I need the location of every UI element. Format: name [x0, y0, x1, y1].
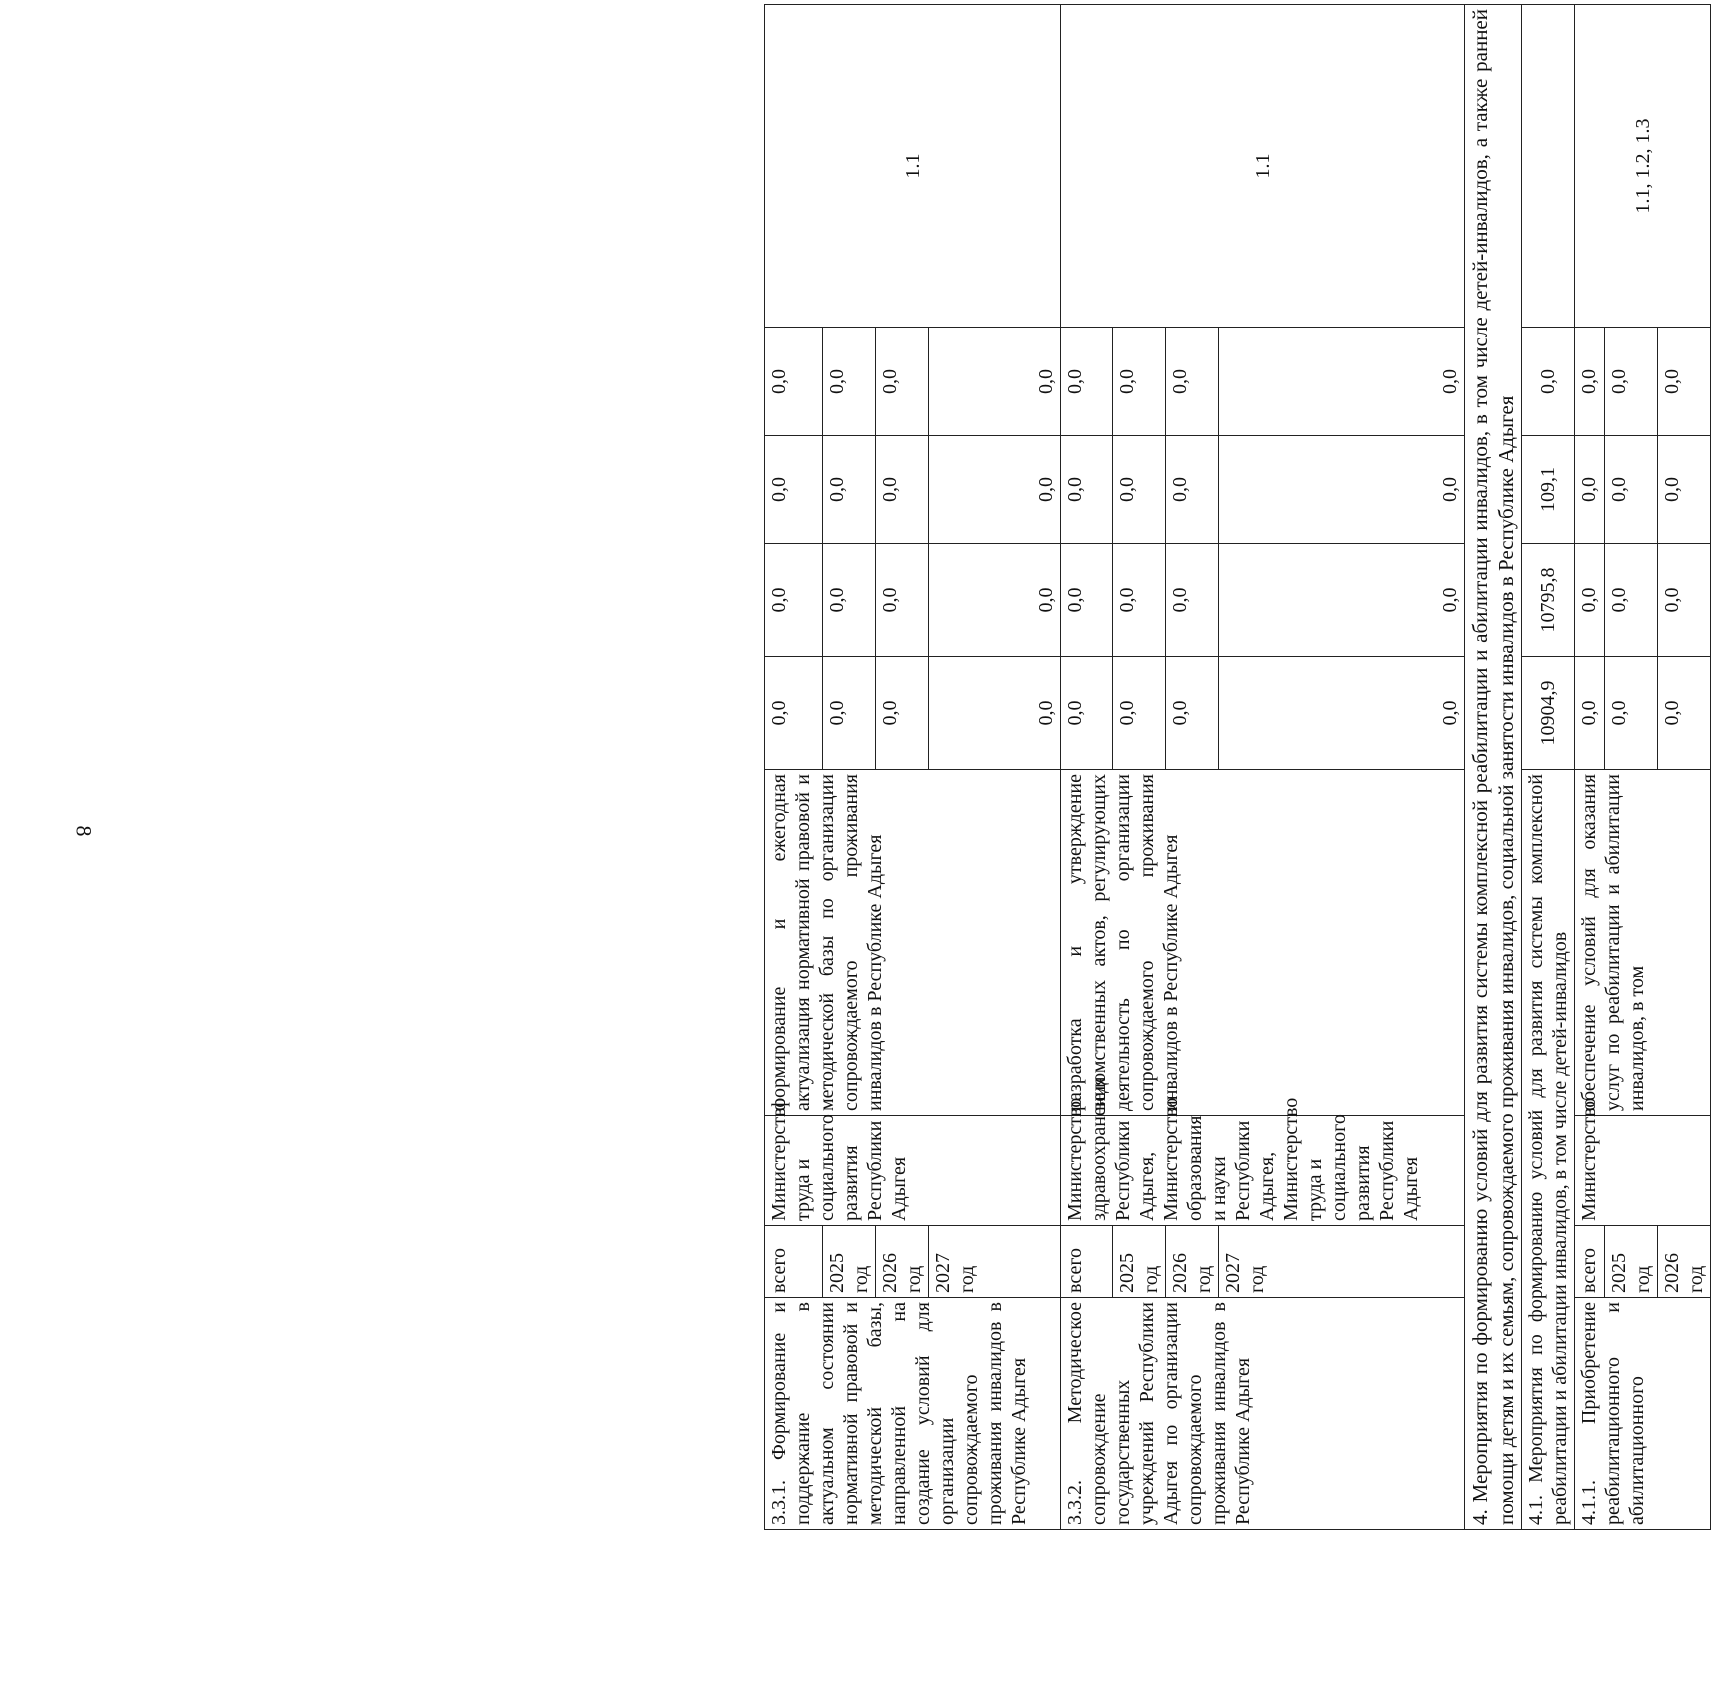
value-cell: 0,0 — [1522, 328, 1575, 436]
value-cell: 0,0 — [929, 328, 1061, 436]
value-cell: 0,0 — [765, 328, 823, 436]
period-cell: 2025 год — [823, 1226, 876, 1298]
value-cell: 0,0 — [929, 544, 1061, 657]
value-cell: 0,0 — [1575, 436, 1605, 544]
executor-cell: Министерство — [1575, 1116, 1711, 1226]
value-cell: 0,0 — [929, 657, 1061, 770]
value-cell: 0,0 — [1061, 544, 1113, 657]
value-cell: 0,0 — [1113, 328, 1166, 436]
target-indicator: 1.1, 1.2, 1.3 — [1575, 5, 1711, 328]
value-cell: 0,0 — [1575, 657, 1605, 770]
value-cell: 0,0 — [1219, 328, 1465, 436]
activities-table — [764, 4, 1711, 1530]
page-number: 8 — [71, 825, 97, 837]
value-cell: 0,0 — [1658, 436, 1711, 544]
value-cell: 0,0 — [1605, 544, 1658, 657]
value-cell: 0,0 — [1166, 544, 1219, 657]
table-row — [1522, 5, 1575, 1530]
period-cell: всего — [1061, 1226, 1113, 1298]
result-cell: формирование и ежегодная актуализация нормативной правовой и методической базы по организации сопровождаемого проживания инвалидов в Республике Адыгея — [765, 770, 1061, 1116]
target-indicator: 1.1 — [1061, 5, 1465, 328]
value-cell: 0,0 — [765, 436, 823, 544]
period-cell: 2026 год — [1658, 1226, 1711, 1298]
value-cell: 0,0 — [1166, 657, 1219, 770]
value-cell: 0,0 — [1113, 657, 1166, 770]
value-cell: 0,0 — [1658, 657, 1711, 770]
target-indicator: 1.1 — [765, 5, 1061, 328]
activity-name: 3.3.1. Формирование и поддержание в актуальном состоянии нормативной правовой и методической базы, направленной на создание условий для организации сопровождаемого проживания инвалидов в Республике Адыгея — [765, 1298, 1061, 1530]
value-cell: 0,0 — [823, 328, 876, 436]
value-cell: 0,0 — [823, 657, 876, 770]
value-cell: 0,0 — [1605, 657, 1658, 770]
value-cell: 0,0 — [1575, 328, 1605, 436]
value-cell: 0,0 — [1605, 328, 1658, 436]
table-row — [1061, 5, 1113, 1530]
value-cell: 0,0 — [1166, 436, 1219, 544]
section-4-title: 4. Мероприятия по формированию условий для развития системы комплексной реабилитации и абилитации инвалидов, в том числе детей-инвалидов, а также ранней помощи детям и их семьям, сопровождаемого проживания инвалидов, социальной занятости инвалидов в Республике Адыгея — [1465, 5, 1522, 1530]
value-cell: 0,0 — [1219, 544, 1465, 657]
period-cell: 2026 год — [876, 1226, 929, 1298]
value-cell: 0,0 — [823, 544, 876, 657]
section-header-row — [1465, 5, 1522, 1530]
executor-cell: Министерство здравоохранения Республики Адыгея, Министерство образования и науки Республики Адыгея, Министерство труда и социального развития Республики Адыгея — [1061, 1116, 1465, 1226]
value-cell: 0,0 — [1575, 544, 1605, 657]
value-cell: 109,1 — [1522, 436, 1575, 544]
target-indicator — [1522, 5, 1575, 328]
value-cell: 0,0 — [876, 544, 929, 657]
value-cell: 0,0 — [876, 657, 929, 770]
value-cell: 0,0 — [1061, 657, 1113, 770]
value-cell: 0,0 — [1061, 328, 1113, 436]
activity-name: 4.1.1. Приобретение реабилитационного и абилитационного — [1575, 1298, 1711, 1530]
table-row — [1575, 5, 1605, 1530]
period-cell: 2025 год — [1113, 1226, 1166, 1298]
value-cell: 0,0 — [876, 436, 929, 544]
value-cell: 0,0 — [1219, 436, 1465, 544]
period-cell: 2027 год — [929, 1226, 1061, 1298]
result-cell: разработка и утверждение ведомственных актов, регулирующих деятельность по организации сопровождаемого проживания инвалидов в Республике Адыгея — [1061, 770, 1465, 1116]
value-cell: 0,0 — [1113, 544, 1166, 657]
value-cell: 10904,9 — [1522, 657, 1575, 770]
value-cell: 0,0 — [1658, 328, 1711, 436]
value-cell: 0,0 — [823, 436, 876, 544]
executor-cell: Министерство труда и социального развития Республики Адыгея — [765, 1116, 1061, 1226]
result-cell: обеспечение условий для оказания услуг по реабилитации и абилитации инвалидов, в том — [1575, 770, 1711, 1116]
value-cell: 0,0 — [765, 657, 823, 770]
value-cell: 10795,8 — [1522, 544, 1575, 657]
period-cell: 2027 год — [1219, 1226, 1465, 1298]
period-cell: всего — [1575, 1226, 1605, 1298]
period-cell: 2026 год — [1166, 1226, 1219, 1298]
value-cell: 0,0 — [1219, 657, 1465, 770]
value-cell: 0,0 — [1061, 436, 1113, 544]
value-cell: 0,0 — [1605, 436, 1658, 544]
value-cell: 0,0 — [929, 436, 1061, 544]
value-cell: 0,0 — [876, 328, 929, 436]
value-cell: 0,0 — [765, 544, 823, 657]
value-cell: 0,0 — [1658, 544, 1711, 657]
value-cell: 0,0 — [1113, 436, 1166, 544]
table-row — [765, 5, 823, 1530]
activity-name: 3.3.2. Методическое сопровождение государственных учреждений Республики Адыгея по организации сопровождаемого проживания инвалидов в Республике Адыгея — [1061, 1298, 1465, 1530]
period-cell: всего — [765, 1226, 823, 1298]
subsection-4-1-title: 4.1. Мероприятия по формированию условий для развития системы комплексной реабилитации и абилитации инвалидов, в том числе детей-инвалидов — [1522, 770, 1575, 1530]
rotated-table-page — [764, 5, 1707, 1530]
value-cell: 0,0 — [1166, 328, 1219, 436]
period-cell: 2025 год — [1605, 1226, 1658, 1298]
